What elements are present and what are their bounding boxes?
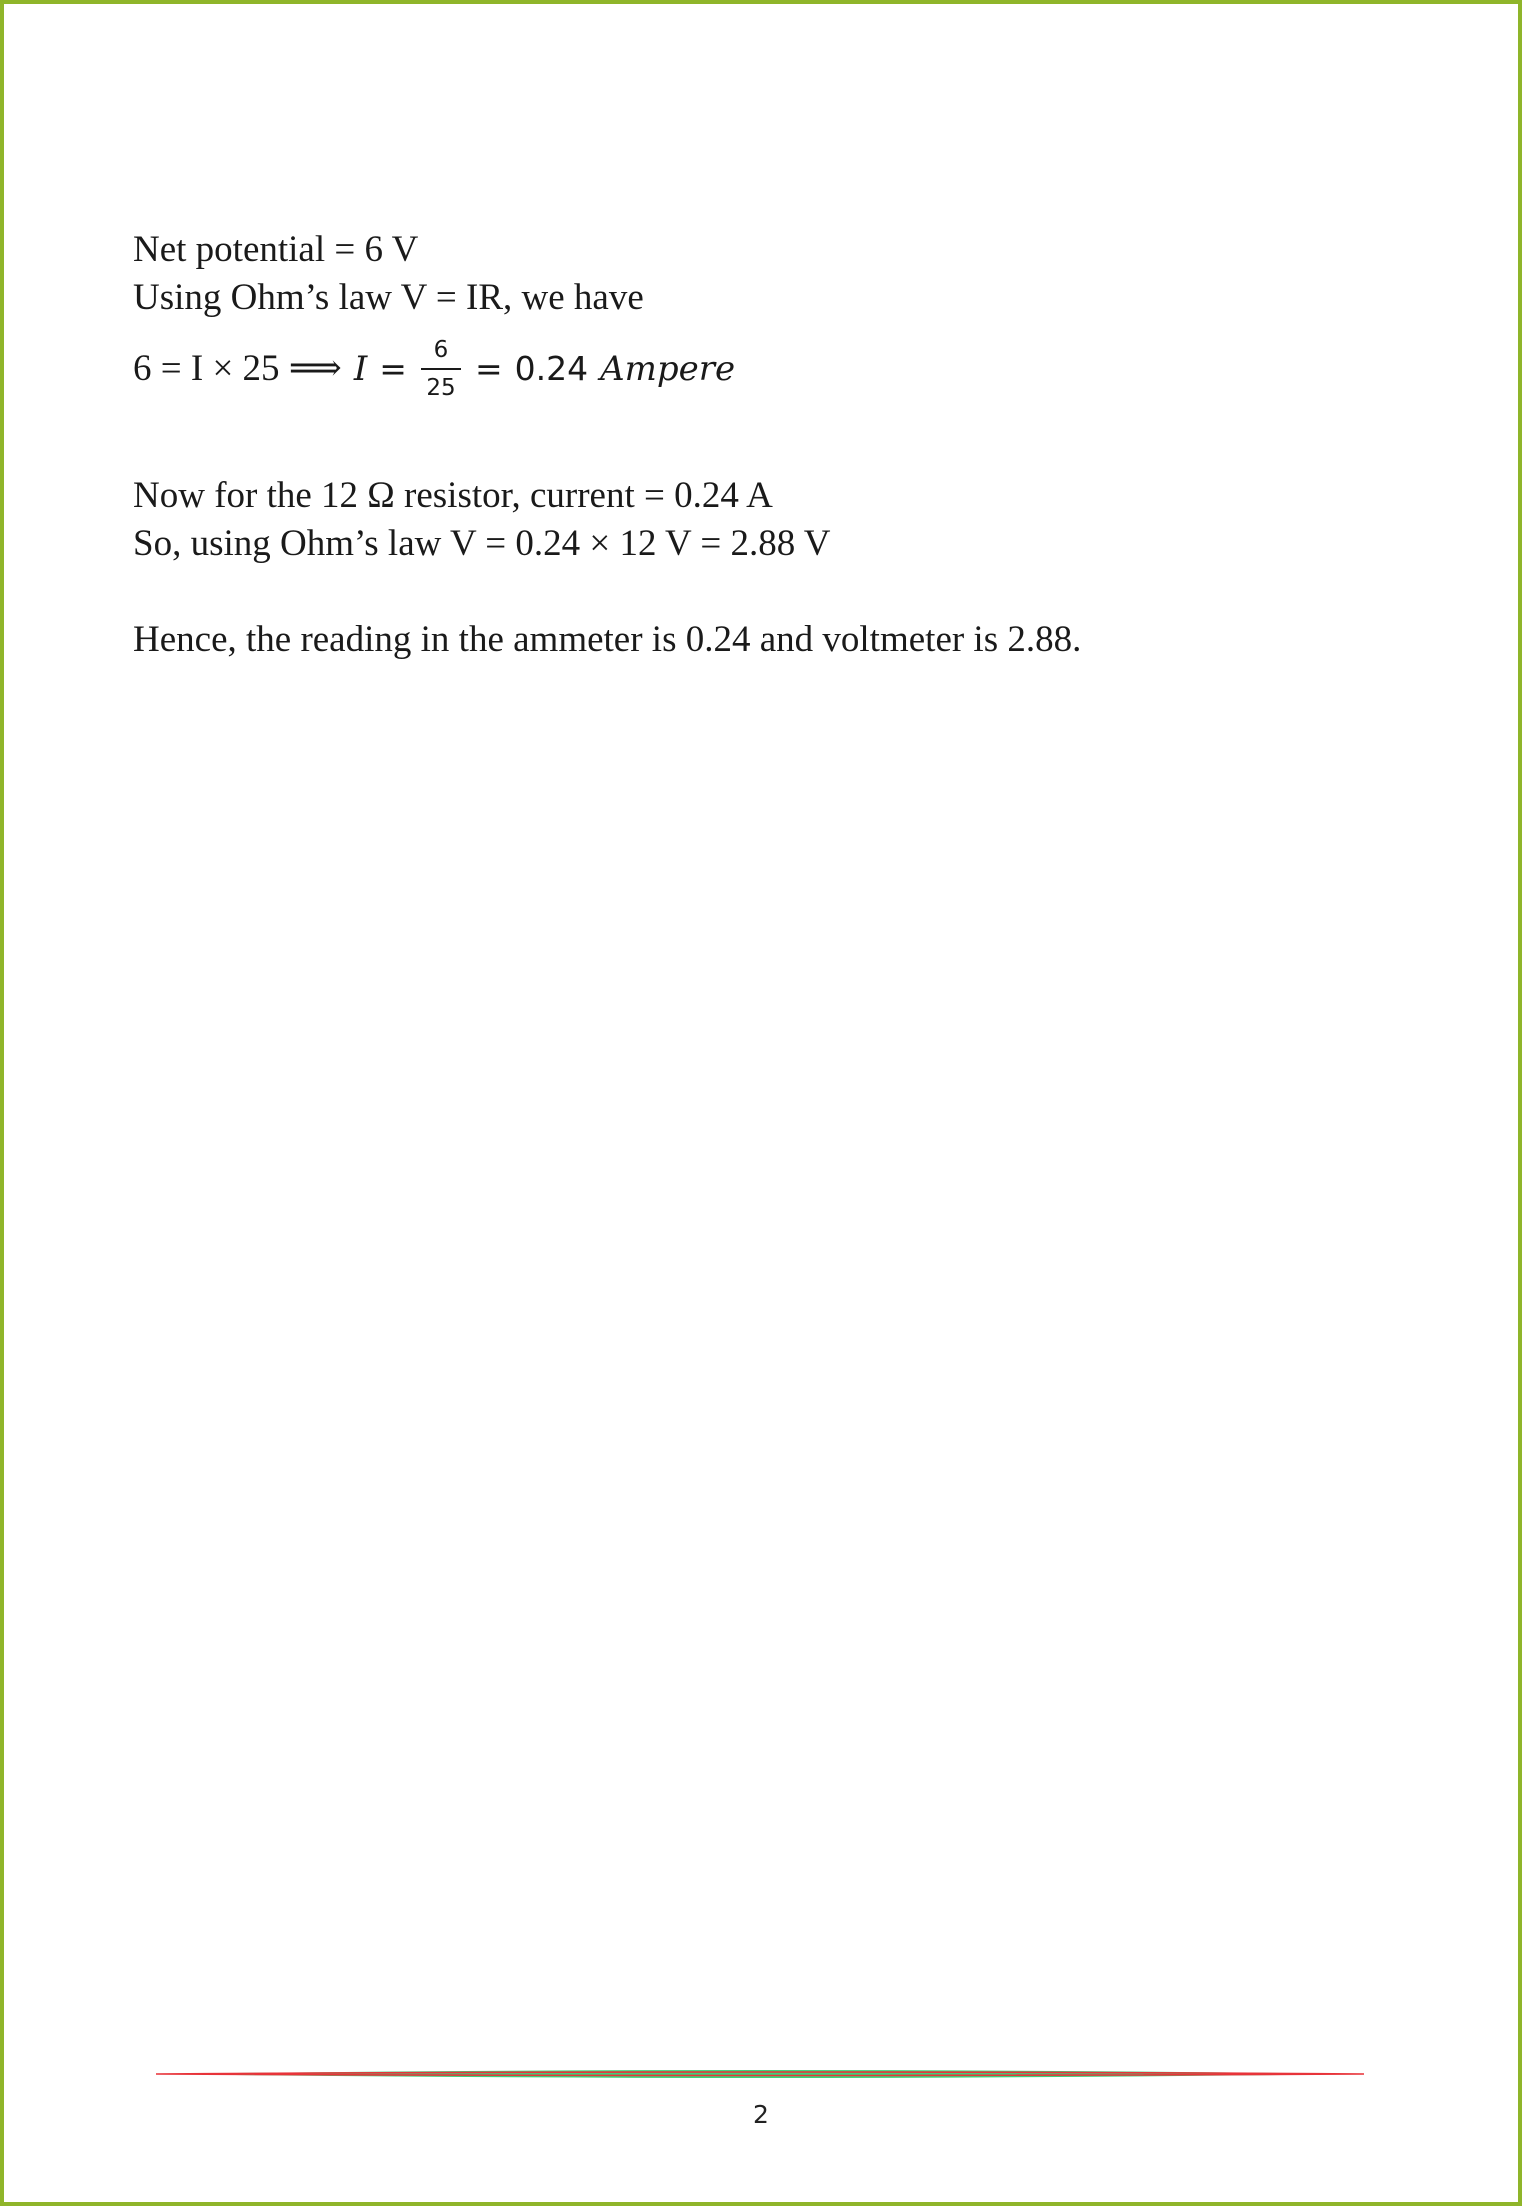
fraction-bar [421, 368, 461, 370]
current-equation [133, 314, 1383, 424]
text-line-conclusion: Hence, the reading in the ammeter is 0.24 and voltmeter is 2.88. [133, 619, 1082, 660]
equation-equals: = [474, 349, 503, 388]
equation-value: 0.24 [514, 349, 589, 388]
page-number: 2 [753, 2100, 769, 2129]
text-line-resistor-current: Now for the 12 Ω resistor, current = 0.24 A [133, 475, 773, 516]
equation-variable: I [353, 349, 368, 389]
text-line-voltage: So, using Ohm’s law V = 0.24 × 12 V = 2.88 V [133, 523, 831, 564]
footer-decorative-rule [156, 2068, 1364, 2082]
equation-left: 6 = I × 25 ⟹ [133, 348, 342, 389]
equation-unit: Ampere [600, 349, 736, 389]
equation-fraction [421, 335, 461, 403]
fraction-numerator: 6 [433, 337, 449, 363]
text-line-net-potential: Net potential = 6 V [133, 229, 419, 270]
fraction-denominator: 25 [426, 375, 456, 401]
equation-equals: = [379, 349, 407, 388]
text-line-ohms-law: Using Ohm’s law V = IR, we have [133, 277, 644, 318]
document-body [133, 226, 1383, 664]
